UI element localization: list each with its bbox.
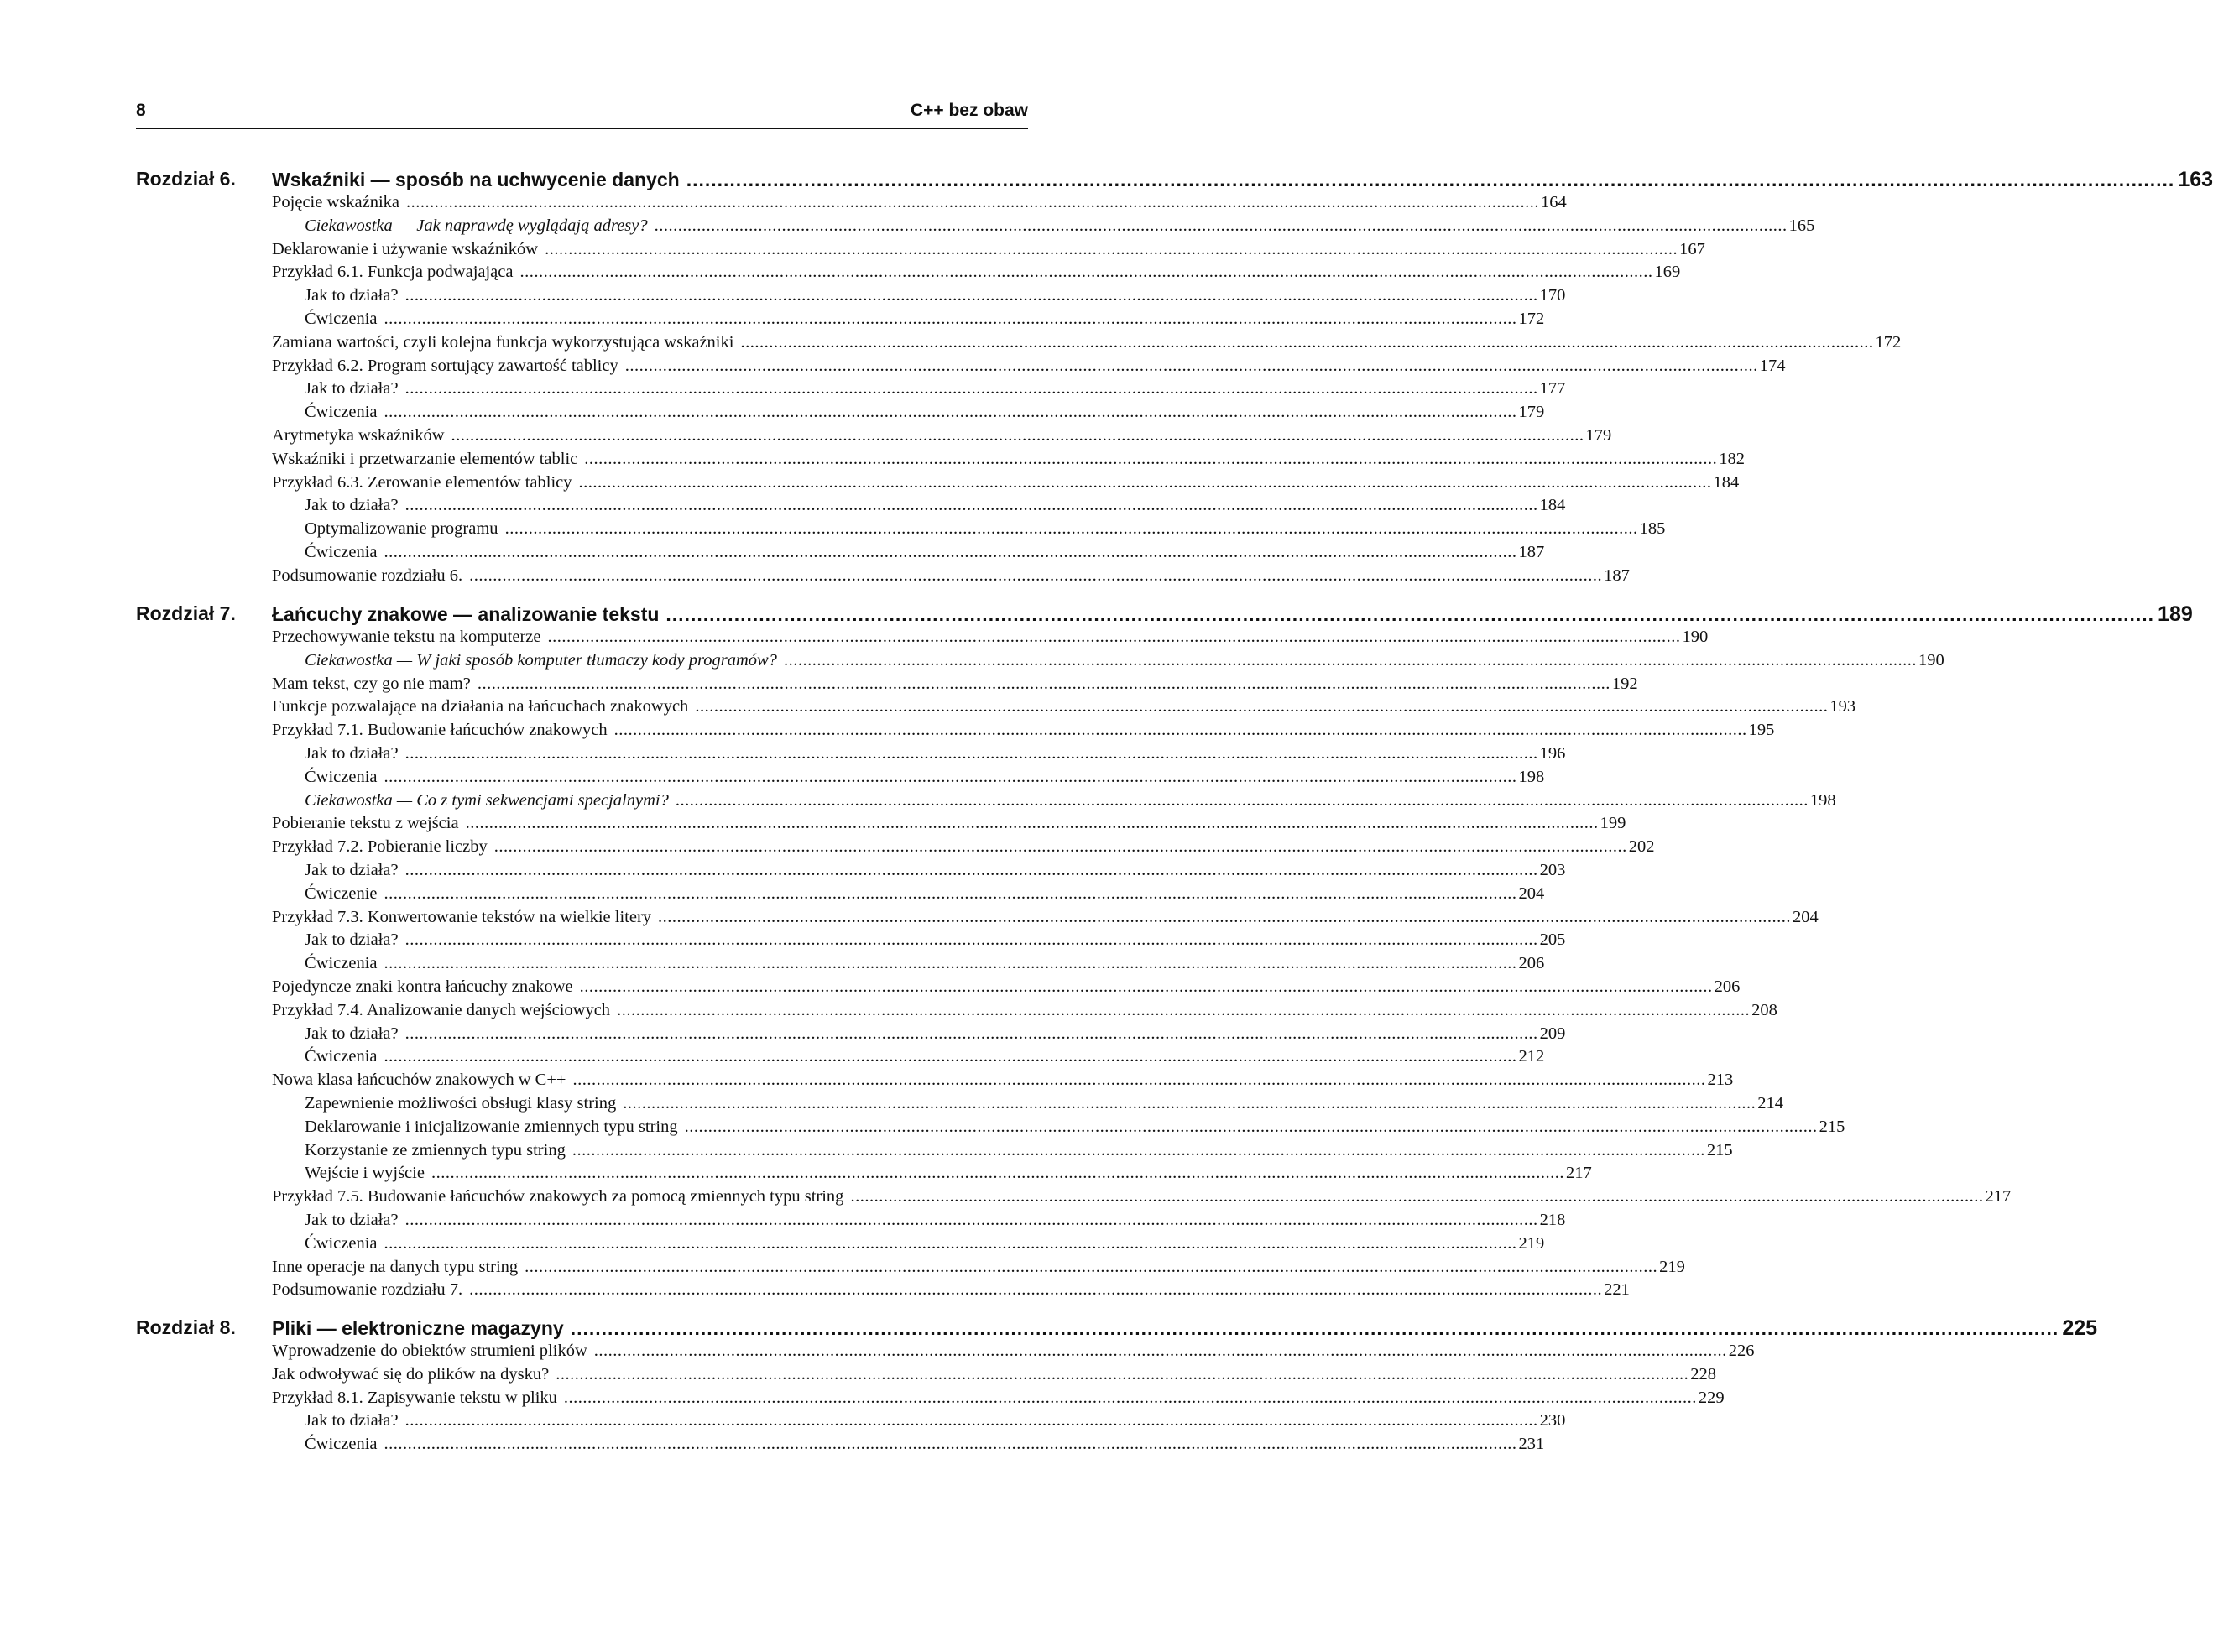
entry-page-number: 198 — [1518, 767, 1545, 786]
toc-entry[interactable] — [272, 449, 1746, 473]
entry-title: Arytmetyka wskaźników — [272, 425, 445, 445]
entry-title: Przykład 7.4. Analizowanie danych wejściowych — [272, 1000, 611, 1019]
entry-page-number: 217 — [1985, 1187, 2012, 1206]
entry-page-number: 195 — [1748, 721, 1775, 740]
toc-entry[interactable] — [272, 216, 1815, 240]
entry-page-number: 208 — [1751, 1000, 1777, 1019]
dot-leader: ................................................................................................................................................................................................................................................ — [684, 1117, 1818, 1136]
dot-leader: ................................................................................................................................................................................................................................................ — [404, 860, 1538, 879]
entry-title: Jak to działa? — [305, 1210, 399, 1229]
chapter-8 — [136, 1313, 2098, 1458]
entry-title: Ciekawostka — Jak naprawdę wyglądają adresy? — [305, 216, 648, 235]
toc-entry[interactable] — [272, 1257, 1685, 1281]
entry-page-number: 165 — [1788, 216, 1815, 235]
toc-entry[interactable] — [272, 1000, 1777, 1024]
entry-title: Zapewnienie możliwości obsługi klasy string — [305, 1093, 617, 1113]
dot-leader: ................................................................................................................................................................................................................................................ — [658, 907, 1792, 926]
entry-page-number: 182 — [1719, 449, 1746, 468]
entry-title: Podsumowanie rozdziału 6. — [272, 565, 463, 585]
entry-page-number: 219 — [1659, 1257, 1685, 1276]
toc-entry[interactable] — [272, 1210, 1566, 1234]
entry-page-number: 229 — [1698, 1388, 1725, 1407]
entry-page-number: 184 — [1539, 496, 1566, 515]
toc-entry[interactable] — [272, 814, 1626, 837]
toc-entry[interactable] — [272, 1071, 1734, 1094]
toc-entry[interactable] — [272, 767, 1545, 791]
dot-leader: ................................................................................................................................................................................................................................................ — [740, 332, 1874, 352]
toc-entry[interactable] — [272, 1435, 1545, 1458]
entry-page-number: 196 — [1539, 743, 1566, 763]
dot-leader: ................................................................................................................................................................................................................................................ — [404, 1210, 1538, 1229]
entry-page-number: 219 — [1518, 1233, 1545, 1253]
entry-title: Ćwiczenia — [305, 954, 378, 973]
chapter-page-number: 163 — [2178, 168, 2213, 191]
entry-page-number: 177 — [1539, 379, 1566, 399]
toc-entry-list — [272, 628, 2012, 1304]
entry-page-number: 192 — [1611, 674, 1638, 693]
dot-leader: ................................................................................................................................................................................................................................................ — [617, 1000, 1751, 1019]
toc-entry[interactable] — [272, 1117, 1845, 1141]
running-header — [136, 94, 1028, 129]
entry-page-number: 205 — [1539, 930, 1566, 950]
dot-leader: ................................................................................................................................................................................................................................................ — [695, 697, 1829, 717]
toc-entry[interactable] — [272, 496, 1566, 519]
toc-entry[interactable] — [272, 565, 1630, 590]
dot-leader: ................................................................................................................................................................................................................................................ — [404, 1411, 1538, 1431]
dot-leader: ................................................................................................................................................................................................................................................ — [623, 1093, 1756, 1113]
chapter-title: Wskaźniki — sposób na uchwycenie danych — [272, 169, 680, 190]
entry-title: Przykład 7.3. Konwertowanie tekstów na wielkie litery — [272, 907, 652, 926]
entry-page-number: 209 — [1539, 1024, 1566, 1043]
entry-page-number: 164 — [1541, 193, 1567, 211]
entry-title: Jak to działa? — [305, 286, 399, 305]
entry-page-number: 203 — [1539, 860, 1566, 879]
chapter-title: Pliki — elektroniczne magazyny — [272, 1317, 564, 1339]
dot-leader: ................................................................................................................................................................................................................................................ — [469, 1280, 1603, 1300]
entry-title: Jak to działa? — [305, 1411, 399, 1431]
entry-title: Przykład 8.1. Zapisywanie tekstu w pliku — [272, 1388, 557, 1407]
entry-page-number: 215 — [1819, 1117, 1845, 1136]
dot-leader: ................................................................................................................................................................................................................................................ — [384, 954, 1517, 973]
entry-title: Inne operacje na danych typu string — [272, 1257, 519, 1276]
entry-title: Pojęcie wskaźnika — [272, 193, 399, 211]
toc-entry[interactable] — [272, 542, 1545, 566]
entry-title: Wskaźniki i przetwarzanie elementów tablic — [272, 449, 578, 468]
entry-page-number: 221 — [1604, 1280, 1630, 1300]
entry-page-number: 167 — [1679, 239, 1705, 258]
dot-leader: ................................................................................................................................................................................................................................................ — [384, 542, 1517, 561]
dot-leader: ................................................................................................................................................................................................................................................ — [572, 1140, 1705, 1160]
dot-leader: ................................................................................................................................................................................................................................................ — [556, 1364, 1689, 1384]
toc-entry[interactable] — [272, 263, 1681, 286]
entry-title: Jak to działa? — [305, 1024, 399, 1043]
dot-leader: ................................................................................................................................................................................................................................................ — [584, 449, 1718, 468]
entry-page-number: 179 — [1585, 425, 1612, 445]
dot-leader: ................................................................................................................................................................................................................................................ — [384, 309, 1517, 328]
dot-leader: ................................................................................................................................................................................................................................................ — [783, 650, 1917, 670]
entry-title: Przykład 7.2. Pobieranie liczby — [272, 837, 488, 857]
entry-title: Zamiana wartości, czyli kolejna funkcja wykorzystująca wskaźniki — [272, 332, 734, 352]
dot-leader: ................................................................................................................................................................................................................................................ — [404, 1024, 1538, 1043]
toc-entry[interactable] — [272, 977, 1741, 1001]
entry-page-number: 231 — [1518, 1435, 1545, 1454]
chapter-number: Rozdział 7. — [136, 602, 236, 624]
entry-title: Ciekawostka — W jaki sposób komputer tłumaczy kody programów? — [305, 650, 777, 670]
entry-page-number: 202 — [1628, 837, 1655, 857]
toc-entry[interactable] — [272, 721, 1775, 744]
entry-page-number: 190 — [1918, 650, 1944, 670]
chapter-6 — [136, 164, 2213, 590]
toc-entry[interactable] — [272, 309, 1545, 333]
chapter-title-line — [272, 602, 2193, 627]
dot-leader: ................................................................................................................................................................................................................................................ — [850, 1187, 1984, 1206]
entry-title: Jak to działa? — [305, 860, 399, 879]
entry-title: Jak to działa? — [305, 379, 399, 399]
toc-entry[interactable] — [272, 628, 1709, 651]
dot-leader: ................................................................................................................................................................................................................................................ — [404, 496, 1538, 515]
toc-entry[interactable] — [272, 907, 1819, 931]
dot-leader: ................................................................................................................................................................................................................................................ — [665, 603, 2155, 625]
entry-page-number: 193 — [1829, 697, 1856, 717]
toc-entry[interactable] — [272, 1233, 1545, 1258]
entry-title: Jak to działa? — [305, 496, 399, 515]
toc-entry-list — [272, 193, 1902, 590]
entry-title: Mam tekst, czy go nie mam? — [272, 674, 471, 693]
dot-leader: ................................................................................................................................................................................................................................................ — [404, 930, 1538, 950]
toc-entry[interactable] — [272, 286, 1566, 310]
toc-entry[interactable] — [272, 1140, 1733, 1165]
dot-leader: ................................................................................................................................................................................................................................................ — [525, 1257, 1658, 1276]
entry-title: Deklarowanie i używanie wskaźników — [272, 239, 539, 258]
dot-leader: ................................................................................................................................................................................................................................................ — [406, 193, 1539, 211]
entry-title: Ćwiczenia — [305, 542, 378, 561]
entry-title: Przykład 6.2. Program sortujący zawartość tablicy — [272, 356, 618, 375]
entry-page-number: 230 — [1539, 1411, 1566, 1431]
entry-title: Przykład 7.5. Budowanie łańcuchów znakowych za pomocą zmiennych typu string — [272, 1187, 844, 1206]
dot-leader: ................................................................................................................................................................................................................................................ — [572, 1071, 1706, 1090]
dot-leader: ................................................................................................................................................................................................................................................ — [384, 403, 1517, 422]
dot-leader: ................................................................................................................................................................................................................................................ — [404, 379, 1538, 399]
entry-page-number: 212 — [1518, 1047, 1545, 1066]
entry-page-number: 217 — [1565, 1164, 1592, 1183]
dot-leader: ................................................................................................................................................................................................................................................ — [579, 977, 1713, 996]
dot-leader: ................................................................................................................................................................................................................................................ — [431, 1164, 1564, 1183]
toc-entry[interactable] — [272, 1280, 1630, 1304]
toc-entry[interactable] — [272, 1024, 1566, 1048]
entry-title: Ćwiczenie — [305, 883, 378, 903]
dot-leader: ................................................................................................................................................................................................................................................ — [547, 628, 1681, 646]
dot-leader: ................................................................................................................................................................................................................................................ — [384, 767, 1517, 786]
entry-page-number: 187 — [1518, 542, 1545, 561]
toc-entry[interactable] — [272, 954, 1545, 977]
entry-title: Optymalizowanie programu — [305, 519, 498, 539]
dot-leader: ................................................................................................................................................................................................................................................ — [404, 286, 1538, 305]
entry-title: Przykład 6.1. Funkcja podwajająca — [272, 263, 514, 282]
entry-page-number: 185 — [1639, 519, 1666, 539]
dot-leader: ................................................................................................................................................................................................................................................ — [593, 1342, 1727, 1360]
toc-entry[interactable] — [272, 1047, 1545, 1071]
chapter-heading[interactable] — [136, 164, 2213, 193]
toc-entry[interactable] — [272, 403, 1545, 426]
chapter-page-number: 189 — [2158, 602, 2193, 626]
entry-page-number: 215 — [1706, 1140, 1733, 1160]
dot-leader: ................................................................................................................................................................................................................................................ — [545, 239, 1678, 258]
entry-page-number: 190 — [1682, 628, 1709, 646]
entry-title: Funkcje pozwalające na działania na łańcuchach znakowych — [272, 697, 689, 717]
entry-page-number: 199 — [1600, 814, 1626, 833]
entry-page-number: 228 — [1690, 1364, 1716, 1384]
toc-entry[interactable] — [272, 472, 1740, 497]
dot-leader: ................................................................................................................................................................................................................................................ — [686, 169, 2175, 190]
entry-title: Ćwiczenia — [305, 309, 378, 328]
toc-entry[interactable] — [272, 697, 1856, 721]
entry-title: Pojedyncze znaki kontra łańcuchy znakowe — [272, 977, 573, 996]
dot-leader: ................................................................................................................................................................................................................................................ — [654, 216, 1788, 235]
entry-page-number: 174 — [1759, 356, 1786, 375]
dot-leader: ................................................................................................................................................................................................................................................ — [477, 674, 1610, 693]
chapter-7 — [136, 599, 2193, 1304]
chapter-number: Rozdział 8. — [136, 1316, 236, 1338]
chapter-heading[interactable] — [136, 599, 2193, 628]
entry-page-number: 214 — [1757, 1093, 1783, 1113]
toc-entry[interactable] — [272, 1093, 1783, 1118]
entry-title: Ćwiczenia — [305, 403, 378, 422]
toc-entry-list — [272, 1342, 1755, 1458]
toc-entry[interactable] — [272, 1342, 1755, 1365]
entry-page-number: 206 — [1518, 954, 1545, 973]
toc-entry[interactable] — [272, 379, 1566, 403]
dot-leader: ................................................................................................................................................................................................................................................ — [563, 1388, 1697, 1407]
entry-title: Ćwiczenia — [305, 1047, 378, 1066]
dot-leader: ................................................................................................................................................................................................................................................ — [624, 356, 1758, 375]
entry-title: Jak to działa? — [305, 930, 399, 950]
entry-page-number: 172 — [1875, 332, 1902, 352]
dot-leader: ................................................................................................................................................................................................................................................ — [504, 519, 1638, 539]
toc-entry[interactable] — [272, 743, 1566, 768]
entry-title: Pobieranie tekstu z wejścia — [272, 814, 459, 833]
toc-entry[interactable] — [272, 650, 1944, 675]
entry-title: Przechowywanie tekstu na komputerze — [272, 628, 541, 646]
entry-title: Jak odwoływać się do plików na dysku? — [272, 1364, 550, 1384]
entry-title: Jak to działa? — [305, 743, 399, 763]
entry-title: Przykład 7.1. Budowanie łańcuchów znakowych — [272, 721, 608, 740]
toc-entry[interactable] — [272, 332, 1902, 357]
dot-leader: ................................................................................................................................................................................................................................................ — [451, 425, 1584, 445]
entry-page-number: 204 — [1518, 883, 1545, 903]
dot-leader: ................................................................................................................................................................................................................................................ — [465, 814, 1599, 833]
entry-title: Deklarowanie i inicjalizowanie zmiennych typu string — [305, 1117, 678, 1136]
toc-entry[interactable] — [272, 1187, 2012, 1211]
entry-title: Podsumowanie rozdziału 7. — [272, 1280, 463, 1300]
entry-title: Ćwiczenia — [305, 767, 378, 786]
entry-page-number: 218 — [1539, 1210, 1566, 1229]
toc-entry[interactable] — [272, 425, 1612, 450]
toc-entry[interactable] — [272, 1411, 1566, 1435]
entry-title: Wejście i wyjście — [305, 1164, 425, 1183]
dot-leader: ................................................................................................................................................................................................................................................ — [493, 837, 1627, 857]
entry-page-number: 170 — [1539, 286, 1566, 305]
chapter-title-line — [272, 1316, 2098, 1341]
page-number: 8 — [136, 101, 146, 120]
toc-entry[interactable] — [272, 883, 1545, 908]
entry-page-number: 213 — [1707, 1071, 1734, 1090]
dot-leader: ................................................................................................................................................................................................................................................ — [519, 263, 1653, 282]
entry-page-number: 179 — [1518, 403, 1545, 422]
toc-entry[interactable] — [272, 519, 1666, 543]
dot-leader: ................................................................................................................................................................................................................................................ — [675, 790, 1809, 810]
entry-page-number: 169 — [1654, 263, 1681, 282]
dot-leader: ................................................................................................................................................................................................................................................ — [384, 1047, 1517, 1066]
dot-leader: ................................................................................................................................................................................................................................................ — [469, 565, 1603, 585]
dot-leader: ................................................................................................................................................................................................................................................ — [384, 883, 1517, 903]
book-title: C++ bez obaw — [910, 101, 1028, 120]
entry-page-number: 184 — [1713, 472, 1740, 492]
entry-page-number: 187 — [1604, 565, 1630, 585]
entry-title: Korzystanie ze zmiennych typu string — [305, 1140, 566, 1160]
entry-page-number: 198 — [1809, 790, 1836, 810]
toc-entry[interactable] — [272, 356, 1786, 380]
dot-leader: ................................................................................................................................................................................................................................................ — [404, 743, 1538, 763]
toc-entry[interactable] — [272, 239, 1705, 263]
entry-page-number: 226 — [1728, 1342, 1755, 1360]
entry-title: Ćwiczenia — [305, 1233, 378, 1253]
toc-entry[interactable] — [272, 1388, 1725, 1412]
chapter-page-number: 225 — [2062, 1316, 2098, 1340]
toc-entry[interactable] — [272, 674, 1638, 698]
entry-page-number: 206 — [1714, 977, 1741, 996]
chapter-number: Rozdział 6. — [136, 168, 236, 190]
entry-title: Przykład 6.3. Zerowanie elementów tablicy — [272, 472, 572, 492]
entry-page-number: 204 — [1793, 907, 1819, 926]
dot-leader: ................................................................................................................................................................................................................................................ — [613, 721, 1747, 740]
toc-entry[interactable] — [272, 1164, 1592, 1187]
chapter-heading[interactable] — [136, 1313, 2098, 1342]
chapter-title-line — [272, 168, 2213, 192]
entry-title: Wprowadzenie do obiektów strumieni plików — [272, 1342, 587, 1360]
dot-leader: ................................................................................................................................................................................................................................................ — [570, 1317, 2059, 1339]
entry-title: Ciekawostka — Co z tymi sekwencjami specjalnymi? — [305, 790, 669, 810]
toc-entry[interactable] — [272, 930, 1566, 954]
dot-leader: ................................................................................................................................................................................................................................................ — [578, 472, 1712, 492]
toc-entry[interactable] — [272, 860, 1566, 884]
dot-leader: ................................................................................................................................................................................................................................................ — [384, 1435, 1517, 1454]
dot-leader: ................................................................................................................................................................................................................................................ — [384, 1233, 1517, 1253]
toc-entry[interactable] — [272, 790, 1836, 815]
toc-entry[interactable] — [272, 193, 1567, 216]
toc-entry[interactable] — [272, 1364, 1716, 1389]
entry-page-number: 172 — [1518, 309, 1545, 328]
entry-title: Ćwiczenia — [305, 1435, 378, 1454]
chapter-title: Łańcuchy znakowe — analizowanie tekstu — [272, 603, 660, 625]
toc-entry[interactable] — [272, 837, 1655, 861]
entry-title: Nowa klasa łańcuchów znakowych w C++ — [272, 1071, 566, 1090]
